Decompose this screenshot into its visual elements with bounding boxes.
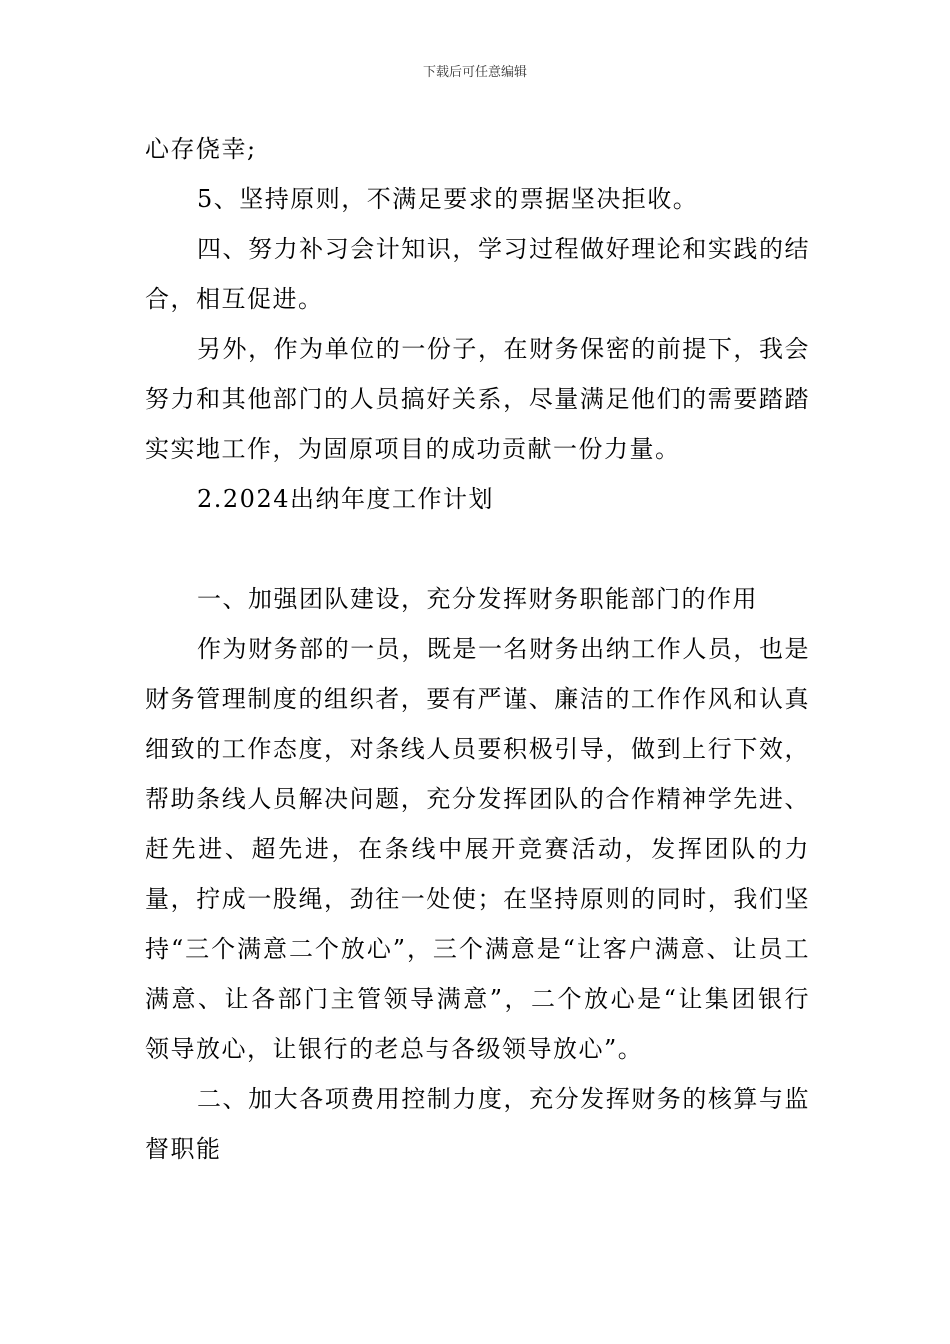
paragraph-additional: 另外，作为单位的一份子，在财务保密的前提下，我会努力和其他部门的人员搞好关系，尽量满足他们的需要踏踏实实地工作，为固原项目的成功贡献一份力量。 (145, 335, 810, 463)
page-header: 下载后可任意编辑 (422, 65, 527, 80)
section-heading-1: 一、加强团队建设，充分发挥财务职能部门的作用 (197, 585, 758, 613)
section-title: 2.2024出纳年度工作计划 (197, 485, 494, 513)
section-heading-2: 二、加大各项费用控制力度，充分发挥财务的核算与监督职能 (145, 1085, 810, 1163)
paragraph-item-4: 四、努力补习会计知识，学习过程做好理论和实践的结合，相互促进。 (145, 235, 810, 313)
paragraph-team-building: 作为财务部的一员，既是一名财务出纳工作人员，也是财务管理制度的组织者，要有严谨、廉洁的工作作风和认真细致的工作态度，对条线人员要积极引导，做到上行下效，帮助条线人员解决问题，充分发挥团队的合作精神学先进、赶先进、超先进，在条线中展开竞赛活动，发挥团队的力量，拧成一股绳，劲往一处使；在坚持原则的同时，我们坚持“三个满意二个放心”，三个满意是“让客户满意、让员工满意、让各部门主管领导满意”，二个放心是“让集团银行领导放心，让银行的老总与各级领导放心”。 (145, 635, 810, 1063)
blank-line (145, 524, 810, 574)
paragraph-continuation: 心存侥幸; (145, 135, 257, 163)
document-body (145, 124, 810, 1174)
paragraph-item-5: 5、坚持原则，不满足要求的票据坚决拒收。 (197, 185, 699, 213)
